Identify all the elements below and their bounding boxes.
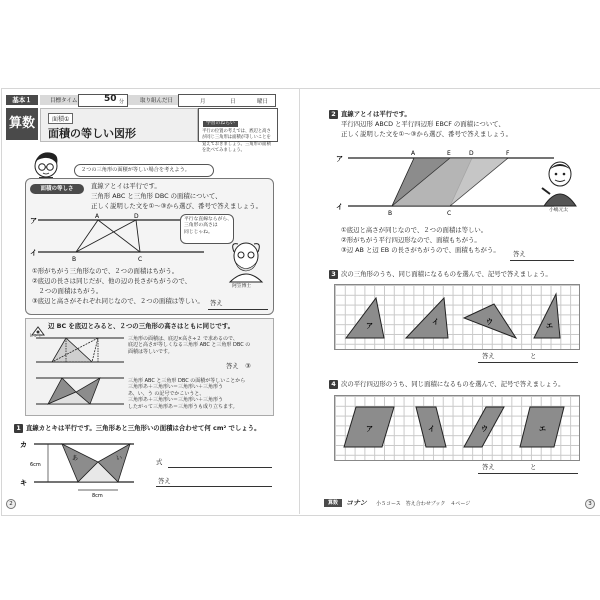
- q3-triangle-i: [406, 298, 448, 338]
- key-option-3: ③底辺と高さがそれぞれ同じなので、２つの面積は等しい。: [32, 297, 204, 305]
- q1-formula-label: 式: [156, 458, 163, 466]
- q1-label-i: い: [116, 455, 123, 462]
- right-page-number: 3: [585, 499, 595, 509]
- q4-answer-label: 答え: [482, 463, 495, 471]
- goal-lines-line: 平行の位置の考えでは、底辺と高さ: [202, 129, 271, 134]
- time-unit: 分: [119, 99, 125, 105]
- label-A: A: [95, 213, 100, 220]
- q2-label-E: E: [447, 150, 451, 157]
- hint-figure-1: [36, 334, 126, 370]
- q4-label-e: エ: [539, 425, 546, 433]
- q4-number-badge: 4: [329, 380, 338, 389]
- month-label: 月: [200, 99, 206, 105]
- q2-label-D: D: [469, 150, 474, 157]
- key-text-3: 正しく説明した文を①〜③から選び、番号で答えましょう。: [91, 202, 262, 210]
- genta-name: 小嶋元太: [549, 208, 569, 213]
- hint-label: ヒント: [29, 334, 43, 339]
- q4-answer-and: と: [530, 463, 537, 471]
- key-label: 面積の等しさ: [30, 184, 84, 194]
- q4-label-i: イ: [428, 425, 435, 433]
- speech-bubble: [74, 164, 214, 177]
- goal-text: [202, 129, 277, 155]
- footer-logo: コナン: [346, 499, 367, 507]
- professor-speech-1: 平行な直線ならがら、: [184, 217, 232, 222]
- hint-answer: 答え ③: [226, 362, 251, 370]
- q2-text-3: 正しく説明した文を①〜③から選び、番号で答えましょう。: [341, 130, 512, 138]
- genta-character-image: [540, 158, 580, 208]
- q1-answer-label: 答え: [158, 477, 171, 485]
- q2-number-badge: 2: [329, 110, 338, 119]
- speech-bubble-text: ２つの三角形の面積が等しい場合を考えよう。: [81, 167, 190, 173]
- q3-answer-label: 答え: [482, 352, 495, 360]
- left-page-number: 2: [6, 499, 16, 509]
- professor-speech-2: 三角形の高さは: [184, 223, 218, 229]
- q3-triangle-e: [534, 294, 560, 338]
- footer-tag: 算数: [324, 499, 342, 507]
- hint-main: 辺 BC を底辺とみると、２つの三角形の高さはともに同じです。: [48, 322, 235, 330]
- hint-icon: [30, 322, 46, 334]
- hint-lines-line: 面積は等しいです。: [128, 348, 173, 355]
- q1-answer-line[interactable]: [156, 486, 272, 487]
- q2-answer-label: 答え: [513, 250, 526, 258]
- hint-lines-line: 底辺と高さが等しくなる三角形 ABC と三角形 DBC の: [128, 342, 251, 349]
- q4-label-u: ウ: [481, 425, 488, 433]
- label-B: B: [72, 256, 77, 263]
- q1-width-label: 8cm: [92, 493, 103, 498]
- q4-shapes: [334, 395, 578, 459]
- q1-formula-line[interactable]: [168, 467, 272, 468]
- key-option-2: ②底辺の長さは同じだが、他の辺の長さがちがうので、: [32, 277, 191, 285]
- q4-answer-line[interactable]: [478, 473, 578, 474]
- q2-text-1: 直線アとイは平行です。: [341, 110, 411, 118]
- q3-text: 次の三角形のうち、同じ面積になるものを選んで、記号で答えましょう。: [341, 270, 552, 278]
- q2-text-2: 平行四辺形 ABCD と平行四辺形 EBCF の面積について、: [341, 120, 505, 128]
- subject-label: 算数: [6, 108, 38, 140]
- key-answer-label: 答え: [210, 299, 223, 307]
- q2-option-1: ①底辺と高さが同じなので、２つの面積は等しい。: [341, 226, 488, 234]
- q3-answer-and: と: [530, 352, 537, 360]
- q2-option-2: ②形がちがう平行四辺形なので、面積もちがう。: [341, 236, 481, 244]
- key-option-1: ①形がちがう三角形なので、２つの面積はちがう。: [32, 267, 179, 275]
- q3-label-i: イ: [432, 318, 439, 326]
- hint-lines2-line: 三角形 ABC と三角形 DBC の面積が等しいことから: [128, 378, 246, 384]
- time-value: 50: [104, 94, 117, 104]
- q1-label-ka: カ: [20, 441, 27, 449]
- q3-label-u: ウ: [486, 318, 493, 326]
- lesson-label: 面積①: [48, 113, 73, 124]
- goal-label: 学習のねらい: [203, 121, 238, 127]
- q2-answer-line[interactable]: [510, 260, 574, 261]
- hint-lines2-line: したがって三角形あ＝三角形うも成り立ちます。: [128, 403, 238, 410]
- key-text-1: 直線アとイは平行です。: [91, 182, 161, 190]
- label-a: ア: [30, 217, 37, 225]
- day-label: 日: [230, 99, 236, 105]
- q2-label-F: F: [506, 150, 510, 157]
- q3-number-badge: 3: [329, 270, 338, 279]
- q3-label-a: ア: [366, 322, 373, 330]
- q2-option-3: ③辺 AB と辺 EB の長さがちがうので、面積もちがう。: [341, 246, 500, 254]
- hint-lines-line: 三角形の面積は、底辺×高さ÷２ で求めるので、: [128, 336, 238, 342]
- label-C: C: [138, 256, 143, 263]
- goal-lines-line: を比べてみましょう。: [202, 148, 245, 154]
- q2-label-a: ア: [336, 155, 343, 163]
- label-i: イ: [30, 249, 37, 257]
- q3-triangle-a: [346, 298, 384, 338]
- professor-speech-3: 同じじゃね。: [184, 229, 213, 235]
- goal-box: [198, 108, 278, 154]
- book-gutter: [299, 88, 300, 514]
- q2-label-A: A: [411, 150, 416, 157]
- goal-lines-line: 覚えておきましょう。三角形の面積: [202, 141, 271, 147]
- hint-lines2-line: 三角形あ＋三角形い＝三角形い＋三角形う: [128, 384, 224, 391]
- goal-lines-line: が同じ三角形は面積が等しいことを: [202, 135, 271, 141]
- q3-shapes: [334, 284, 578, 348]
- hint-explanation: [128, 336, 250, 355]
- q1-label-a: あ: [72, 455, 79, 462]
- q3-answer-line[interactable]: [478, 362, 578, 363]
- key-answer-line[interactable]: [208, 309, 268, 310]
- key-option-2b: ２つの面積はちがう。: [32, 287, 103, 295]
- q2-label-C: C: [447, 210, 452, 217]
- q2-label-B: B: [388, 210, 393, 217]
- professor-character-image: [224, 236, 268, 284]
- key-text-2: 三角形 ABC と三角形 DBC の面積について、: [91, 192, 222, 200]
- q3-label-e: エ: [546, 322, 553, 330]
- q2-label-i: イ: [336, 203, 343, 211]
- q1-text: 直線カとキは平行です。三角形あと三角形いの面積は合わせて何 cm² でしょう。: [26, 424, 261, 432]
- date-label: 取り組んだ日: [140, 98, 174, 104]
- q1-height-label: 6cm: [30, 462, 41, 468]
- parallelograms-figure: [334, 144, 556, 224]
- time-label: 目標タイム: [50, 98, 78, 104]
- q4-label-a: ア: [366, 425, 373, 433]
- lesson-title: 面積の等しい図形: [48, 127, 136, 140]
- triangle-dbc: [76, 220, 140, 252]
- q4-text: 次の平行四辺形のうち、同じ面積になるものを選んで、記号で答えましょう。: [341, 380, 565, 388]
- unit-badge: 基本１: [6, 95, 38, 105]
- q1-label-ki: キ: [20, 479, 27, 487]
- hint-figure-2: [36, 374, 126, 412]
- professor-name: 阿笠博士: [232, 284, 252, 289]
- q1-number-badge: 1: [14, 424, 23, 433]
- hint-explanation-2: [128, 378, 245, 410]
- hint-lines2-line: 三角形あ＋三角形い＝三角形い＋三角形う: [128, 397, 224, 404]
- weekday-label: 曜日: [257, 99, 269, 105]
- label-D: D: [134, 213, 139, 220]
- q1-figure: [18, 436, 136, 498]
- footer-course: 小５コース 答え合わせブック ４ページ: [376, 501, 471, 507]
- hint-lines2-line: あ、い、う の記号でかこいうと、: [128, 390, 205, 397]
